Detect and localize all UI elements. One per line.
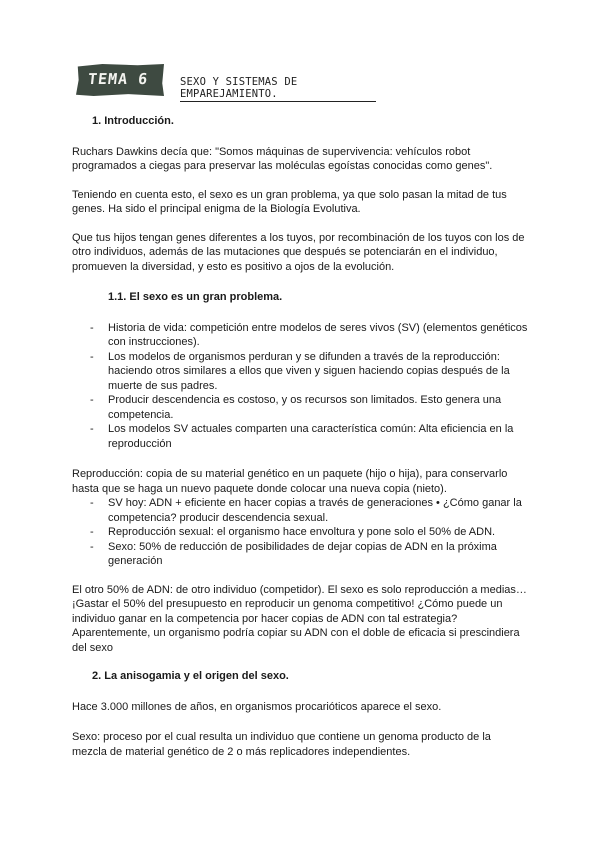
paragraph-origen: Hace 3.000 millones de años, en organismos procarióticos aparece el sexo. <box>72 700 442 713</box>
list-item: - Los modelos SV actuales comparten una característica común: Alta eficiencia en la reproducción <box>72 422 528 451</box>
paragraph-reproduccion: Reproducción: copia de su material genético en un paquete (hijo o hija), para conservarlo hasta que se haga un nuevo paquete donde colocar una nueva copia (nieto). <box>72 468 508 495</box>
chapter-header <box>76 64 376 98</box>
list-item: - Los modelos de organismos perduran y se difunden a través de la reproducción: haciendo otros similares a ellos que viven y siguen haciendo copias después de la muerte de sus padres. <box>72 350 528 394</box>
bullet-list-reproduccion <box>72 496 528 569</box>
chapter-title: SEXO Y SISTEMAS DE EMPAREJAMIENTO. <box>180 76 376 102</box>
paragraph-otro-50: El otro 50% de ADN: de otro individuo (competidor). El sexo es solo reproducción a medias… ¡Gastar el 50% del presupuesto en reproducir un genoma competitivo! ¿Cómo puede un individuo ganar en la competencia por hacer copias de ADN con tal estrategia? Aparentemente, un organismo podría copiar su ADN con el doble de eficacia si prescindiera del sexo <box>72 583 527 654</box>
list-item: - Sexo: 50% de reducción de posibilidades de dejar copias de ADN en la próxima generación <box>72 540 528 569</box>
list-item: - Historia de vida: competición entre modelos de seres vivos (SV) (elementos genéticos con instrucciones). <box>72 321 528 350</box>
list-item: - Reproducción sexual: el organismo hace envoltura y pone solo el 50% de ADN. <box>72 525 528 540</box>
section-heading-introduccion: 1. Introducción. <box>92 115 174 127</box>
paragraph-sexo-problema: Teniendo en cuenta esto, el sexo es un gran problema, ya que solo pasan la mitad de tus genes. Ha sido el principal enigma de la Biología Evolutiva. <box>72 188 507 215</box>
document-body <box>72 114 528 759</box>
list-item: - Producir descendencia es costoso, y os recursos son limitados. Esto genera una competencia. <box>72 393 528 422</box>
list-item: - SV hoy: ADN + eficiente en hacer copias a través de generaciones • ¿Cómo ganar la competencia? producir descendencia sexual. <box>72 496 528 525</box>
bullet-list-historia <box>72 321 528 452</box>
paragraph-dawkins: Ruchars Dawkins decía que: "Somos máquinas de supervivencia: vehículos robot programados a ciegas para preservar las moléculas egoístas conocidas como genes". <box>72 145 493 172</box>
paragraph-definicion-sexo: Sexo: proceso por el cual resulta un individuo que contiene un genoma producto de la mezcla de material genético de 2 o más replicadores independientes. <box>72 731 491 758</box>
subsection-heading-gran-problema: 1.1. El sexo es un gran problema. <box>108 291 283 303</box>
section-heading-anisogamia: 2. La anisogamia y el origen del sexo. <box>92 670 289 682</box>
chapter-badge-label: TEMA 6 <box>87 70 150 88</box>
paragraph-diversidad: Que tus hijos tengan genes diferentes a los tuyos, por recombinación de los tuyos con los de otro individuos, además de las mutaciones que después se potenciarán en el individuo, promueven la diversidad, y esto es positivo a ojos de la evolución. <box>72 231 525 273</box>
